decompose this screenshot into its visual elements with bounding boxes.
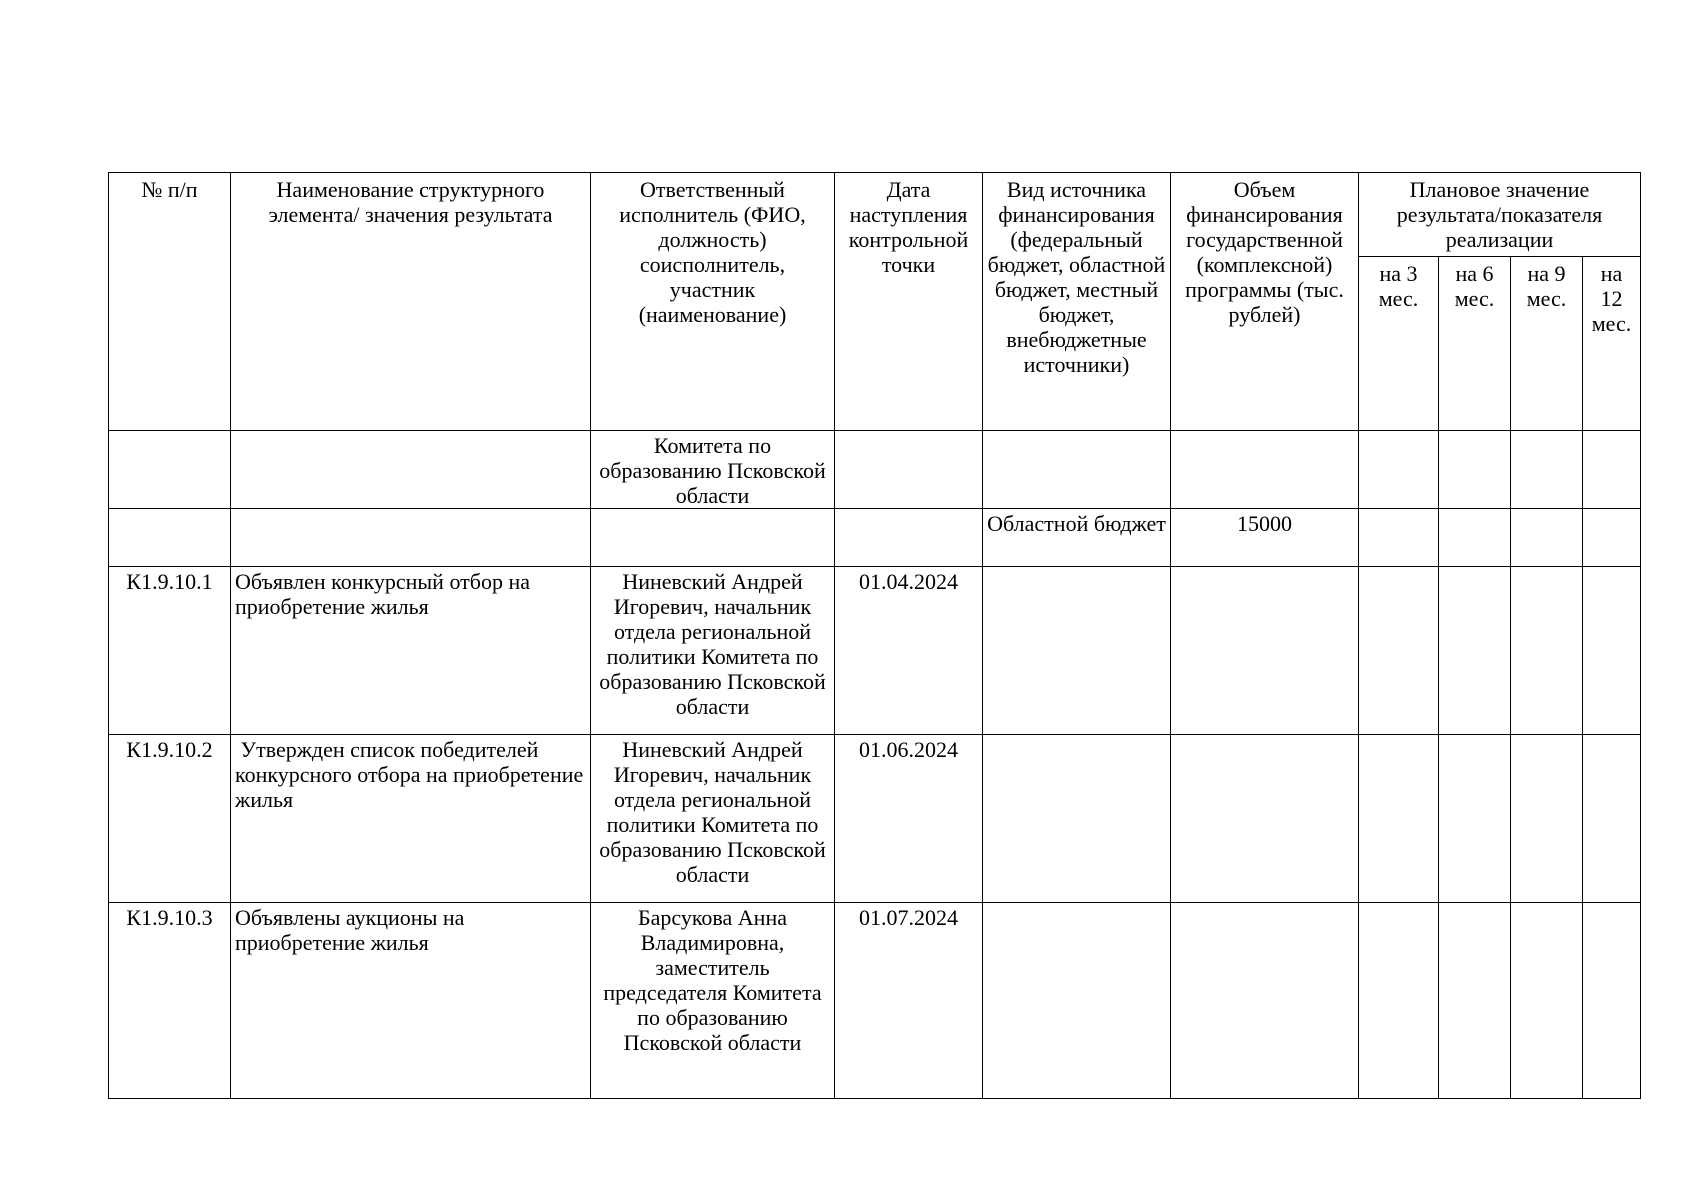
cell-name: Объявлен конкурсный отбор на приобретение жилья — [231, 567, 591, 735]
cell-num — [109, 509, 231, 567]
cell-m6 — [1439, 567, 1511, 735]
header-m6: на 6 мес. — [1439, 257, 1511, 431]
cell-volume — [1171, 567, 1359, 735]
cell-m9 — [1511, 509, 1583, 567]
header-num: № п/п — [109, 173, 231, 431]
control-points-table — [108, 172, 1641, 1099]
cell-date — [835, 431, 983, 509]
cell-m6 — [1439, 509, 1511, 567]
cell-volume: 15000 — [1171, 509, 1359, 567]
table-header-row — [109, 173, 1641, 257]
table-row — [109, 431, 1641, 509]
cell-m6 — [1439, 903, 1511, 1099]
header-m12: на 12 мес. — [1583, 257, 1641, 431]
header-m9: на 9 мес. — [1511, 257, 1583, 431]
cell-name: Утвержден список победителей конкурсного отбора на приобретение жилья — [231, 735, 591, 903]
header-volume: Объем финансирования государственной (комплексной) программы (тыс. рублей) — [1171, 173, 1359, 431]
cell-volume — [1171, 431, 1359, 509]
cell-m9 — [1511, 431, 1583, 509]
header-plan: Плановое значение результата/показателя реализации — [1359, 173, 1641, 257]
cell-m12 — [1583, 509, 1641, 567]
cell-date: 01.04.2024 — [835, 567, 983, 735]
header-source: Вид источника финансирования (федеральный бюджет, областной бюджет, местный бюджет, внебюджетные источники) — [983, 173, 1171, 431]
cell-m12 — [1583, 903, 1641, 1099]
header-name: Наименование структурного элемента/ значения результата — [231, 173, 591, 431]
cell-num — [109, 431, 231, 509]
cell-name — [231, 509, 591, 567]
table-row — [109, 735, 1641, 903]
cell-m6 — [1439, 735, 1511, 903]
cell-name — [231, 431, 591, 509]
cell-m12 — [1583, 735, 1641, 903]
cell-responsible: Барсукова Анна Владимировна, заместитель председателя Комитета по образованию Псковской области — [591, 903, 835, 1099]
cell-m3 — [1359, 735, 1439, 903]
cell-source — [983, 431, 1171, 509]
cell-m12 — [1583, 567, 1641, 735]
cell-name: Объявлены аукционы на приобретение жилья — [231, 903, 591, 1099]
table-row — [109, 567, 1641, 735]
cell-source — [983, 567, 1171, 735]
cell-m9 — [1511, 903, 1583, 1099]
cell-m3 — [1359, 431, 1439, 509]
cell-m3 — [1359, 567, 1439, 735]
cell-responsible — [591, 509, 835, 567]
cell-m9 — [1511, 567, 1583, 735]
cell-date: 01.07.2024 — [835, 903, 983, 1099]
cell-m3 — [1359, 509, 1439, 567]
table-row — [109, 903, 1641, 1099]
cell-responsible: Ниневский Андрей Игоревич, начальник отдела региональной политики Комитета по образованию Псковской области — [591, 567, 835, 735]
cell-source: Областной бюджет — [983, 509, 1171, 567]
cell-responsible: Ниневский Андрей Игоревич, начальник отдела региональной политики Комитета по образованию Псковской области — [591, 735, 835, 903]
cell-responsible: Комитета по образованию Псковской области — [591, 431, 835, 509]
cell-date — [835, 509, 983, 567]
header-responsible: Ответственный исполнитель (ФИО, должность) соисполнитель, участник (наименование) — [591, 173, 835, 431]
cell-num: К1.9.10.1 — [109, 567, 231, 735]
cell-m9 — [1511, 735, 1583, 903]
cell-volume — [1171, 735, 1359, 903]
cell-source — [983, 735, 1171, 903]
cell-m12 — [1583, 431, 1641, 509]
header-m3: на 3 мес. — [1359, 257, 1439, 431]
cell-m3 — [1359, 903, 1439, 1099]
header-date: Дата наступления контрольной точки — [835, 173, 983, 431]
cell-date: 01.06.2024 — [835, 735, 983, 903]
cell-source — [983, 903, 1171, 1099]
cell-m6 — [1439, 431, 1511, 509]
table-row — [109, 509, 1641, 567]
cell-num: К1.9.10.3 — [109, 903, 231, 1099]
cell-num: К1.9.10.2 — [109, 735, 231, 903]
cell-volume — [1171, 903, 1359, 1099]
